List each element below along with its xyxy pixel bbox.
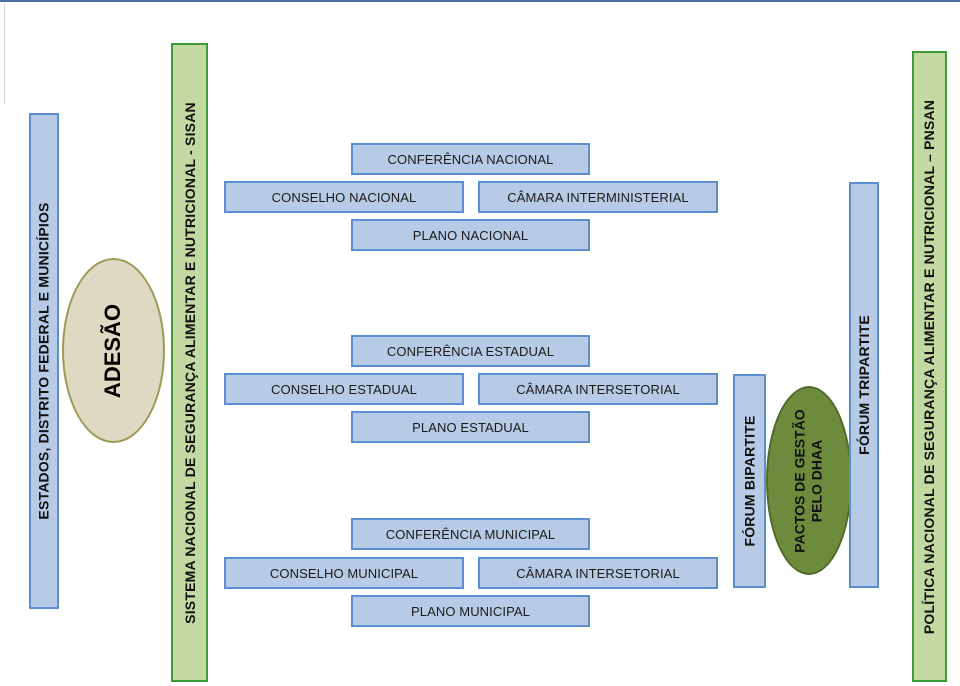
adesao-label: ADESÃO (100, 303, 126, 398)
camara-intersetorial-municipal: CÂMARA INTERSETORIAL (478, 557, 718, 589)
camara-intersetorial-estadual: CÂMARA INTERSETORIAL (478, 373, 718, 405)
left-rule (4, 4, 5, 104)
pactos-ellipse (766, 386, 852, 575)
conferencia-municipal: CONFERÊNCIA MUNICIPAL (351, 518, 590, 550)
plano-municipal: PLANO MUNICIPAL (351, 595, 590, 627)
estados-label: ESTADOS, DISTRITO FEDERAL E MUNICÍPIOS (36, 202, 52, 520)
sisan-box (171, 43, 208, 682)
plano-nacional: PLANO NACIONAL (351, 219, 590, 251)
pactos-line1: PACTOS DE GESTÃO (792, 408, 809, 553)
conferencia-estadual: CONFERÊNCIA ESTADUAL (351, 335, 590, 367)
pnsan-label: POLÍTICA NACIONAL DE SEGURANÇA ALIMENTAR E NUTRICIONAL – PNSAN (921, 99, 938, 634)
conselho-municipal: CONSELHO MUNICIPAL (224, 557, 464, 589)
forum-bipartite-box (733, 374, 766, 588)
pactos-label (792, 409, 826, 552)
pactos-line2: PELO DHAA (809, 439, 826, 522)
pnsan-box (912, 51, 947, 682)
sisan-label: SISTEMA NACIONAL DE SEGURANÇA ALIMENTAR E NUTRICIONAL - SISAN (181, 101, 198, 624)
camara-interministerial: CÂMARA INTERMINISTERIAL (478, 181, 718, 213)
forum-bipartite-label: FÓRUM BIPARTITE (741, 415, 758, 547)
forum-tripartite-label: FÓRUM TRIPARTITE (856, 315, 873, 455)
conselho-estadual: CONSELHO ESTADUAL (224, 373, 464, 405)
top-rule (0, 0, 960, 2)
conferencia-nacional: CONFERÊNCIA NACIONAL (351, 143, 590, 175)
plano-estadual: PLANO ESTADUAL (351, 411, 590, 443)
conselho-nacional: CONSELHO NACIONAL (224, 181, 464, 213)
estados-box (29, 113, 59, 609)
forum-tripartite-box (849, 182, 879, 588)
adesao-ellipse (62, 258, 165, 443)
